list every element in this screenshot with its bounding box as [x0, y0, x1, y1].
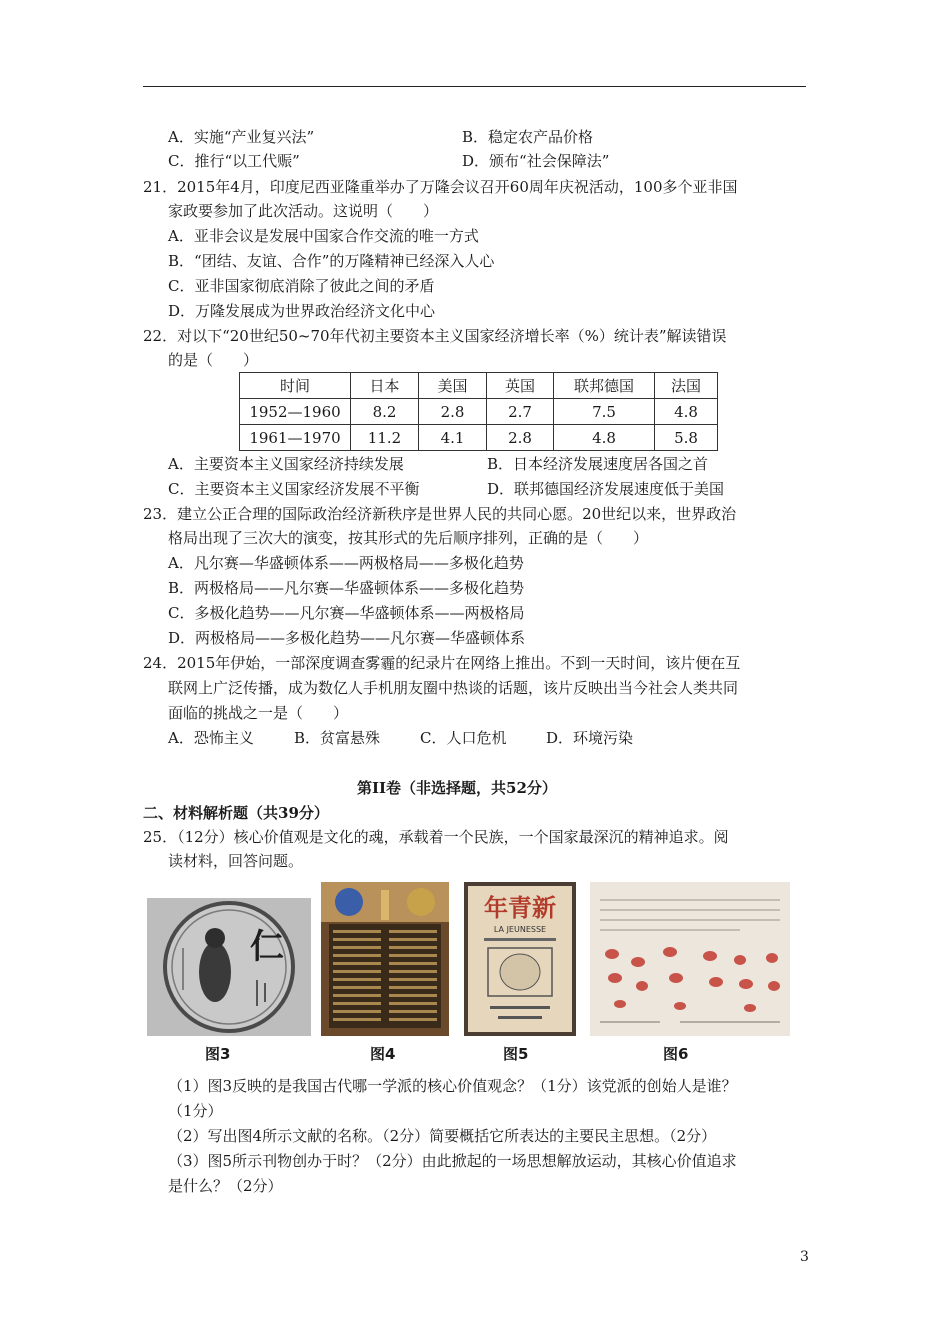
table-header-cell: 时间 — [240, 373, 351, 399]
figure-5-subtitle: LA JEUNESSE — [493, 925, 547, 934]
q23-stem-line1: 23．建立公正合理的国际政治经济新秩序是世界人民的共同心愿。20世纪以来，世界政治 — [143, 505, 737, 523]
page-number: 3 — [800, 1249, 809, 1265]
table-cell: 8.2 — [351, 399, 419, 425]
q25-stem-line1: 25．（12分）核心价值观是文化的魂，承载着一个民族，一个国家最深沉的精神追求。阅 — [143, 828, 729, 846]
q23-option-b: B．两极格局——凡尔赛—华盛顿体系——多极化趋势 — [168, 579, 525, 597]
q24-option-b: B．贫富悬殊 — [294, 729, 381, 747]
table-header-cell: 法国 — [655, 373, 718, 399]
table-cell: 2.7 — [487, 399, 554, 425]
q23-option-c: C．多极化趋势——凡尔赛—华盛顿体系——两极格局 — [168, 604, 525, 622]
q21-option-b: B．“团结、友谊、合作”的万隆精神已经深入人心 — [168, 252, 495, 270]
q20-option-a: A．实施“产业复兴法” — [168, 128, 315, 146]
q24-option-d: D．环境污染 — [546, 729, 634, 747]
table-cell: 1952—1960 — [240, 399, 351, 425]
part2-title: 第II卷（非选择题，共52分） — [357, 779, 557, 797]
q23-option-a: A．凡尔赛—华盛顿体系——两极格局——多极化趋势 — [168, 554, 524, 572]
figure-3-caption: 图3 — [205, 1045, 231, 1063]
q25-sub2: （2）写出图4所示文献的名称。（2分）简要概括它所表达的主要民主思想。（2分） — [168, 1127, 717, 1145]
table-cell: 4.8 — [554, 425, 655, 451]
table-cell: 7.5 — [554, 399, 655, 425]
section2-title: 二、材料解析题（共39分） — [143, 804, 329, 822]
q23-stem-line2: 格局出现了三次大的演变，按其形式的先后顺序排列，正确的是（ ） — [168, 529, 649, 547]
figure-3-image — [147, 898, 311, 1036]
table-row — [240, 425, 718, 451]
q22-option-b: B．日本经济发展速度居各国之首 — [487, 455, 709, 473]
q22-option-c: C．主要资本主义国家经济发展不平衡 — [168, 480, 420, 498]
q21-option-c: C．亚非国家彻底消除了彼此之间的矛盾 — [168, 277, 435, 295]
q20-option-d: D．颁布“社会保障法” — [462, 152, 610, 170]
q24-option-c: C．人口危机 — [420, 729, 507, 747]
q25-sub1-line1: （1）图3反映的是我国古代哪一学派的核心价值观念？（1分）该党派的创始人是谁？ — [168, 1077, 737, 1095]
q25-sub1-line2: （1分） — [168, 1102, 223, 1120]
figure-5-title: 年青新 — [484, 894, 556, 922]
q21-option-a: A．亚非会议是发展中国家合作交流的唯一方式 — [168, 227, 479, 245]
q25-stem-line2: 读材料，回答问题。 — [168, 852, 304, 870]
figure-6-caption: 图6 — [663, 1045, 689, 1063]
q23-option-d: D．两极格局——多极化趋势——凡尔赛—华盛顿体系 — [168, 629, 526, 647]
table-header-cell: 英国 — [487, 373, 554, 399]
table-header-row — [240, 373, 718, 399]
header-rule — [143, 86, 806, 87]
figure-4-image — [321, 882, 449, 1036]
q21-stem-line1: 21．2015年4月，印度尼西亚隆重举办了万隆会议召开60周年庆祝活动，100多个亚非国 — [143, 178, 738, 196]
q20-option-b: B．稳定农产品价格 — [462, 128, 594, 146]
q22-stem-line2: 的是（ ） — [168, 351, 259, 369]
q24-stem-line3: 面临的挑战之一是（ ） — [168, 704, 349, 722]
q21-stem-line2: 家政要参加了此次活动。这说明（ ） — [168, 202, 439, 220]
figure-4-caption: 图4 — [370, 1045, 396, 1063]
table-header-cell: 美国 — [419, 373, 487, 399]
table-header-cell: 日本 — [351, 373, 419, 399]
q24-option-a: A．恐怖主义 — [168, 729, 254, 747]
table-cell: 11.2 — [351, 425, 419, 451]
q25-sub3-line1: （3）图5所示刊物创办于时？（2分）由此掀起的一场思想解放运动，其核心价值追求 — [168, 1152, 737, 1170]
table-cell: 2.8 — [419, 399, 487, 425]
table-cell: 4.1 — [419, 425, 487, 451]
table-cell: 4.8 — [655, 399, 718, 425]
q22-option-a: A．主要资本主义国家经济持续发展 — [168, 455, 404, 473]
table-cell: 2.8 — [487, 425, 554, 451]
figure-3-character: 仁 — [250, 927, 284, 967]
figure-5-image — [464, 882, 576, 1036]
table-row — [240, 399, 718, 425]
q20-option-c: C．推行“以工代赈” — [168, 152, 300, 170]
growth-rate-table — [239, 372, 718, 451]
q24-stem-line2: 联网上广泛传播，成为数亿人手机朋友圈中热谈的话题，该片反映出当今社会人类共同 — [168, 679, 739, 697]
q22-option-d: D．联邦德国经济发展速度低于美国 — [487, 480, 725, 498]
q25-sub3-line2: 是什么？（2分） — [168, 1177, 283, 1195]
table-cell: 1961—1970 — [240, 425, 351, 451]
figure-5-caption: 图5 — [503, 1045, 529, 1063]
table-header-cell: 联邦德国 — [554, 373, 655, 399]
q22-stem-line1: 22．对以下“20世纪50~70年代初主要资本主义国家经济增长率（%）统计表”解读错误 — [143, 327, 727, 345]
q24-stem-line1: 24．2015年伊始，一部深度调查雾霾的纪录片在网络上推出。不到一天时间，该片便在互 — [143, 654, 741, 672]
figure-6-image — [590, 882, 790, 1036]
table-cell: 5.8 — [655, 425, 718, 451]
q21-option-d: D．万隆发展成为世界政治经济文化中心 — [168, 302, 436, 320]
